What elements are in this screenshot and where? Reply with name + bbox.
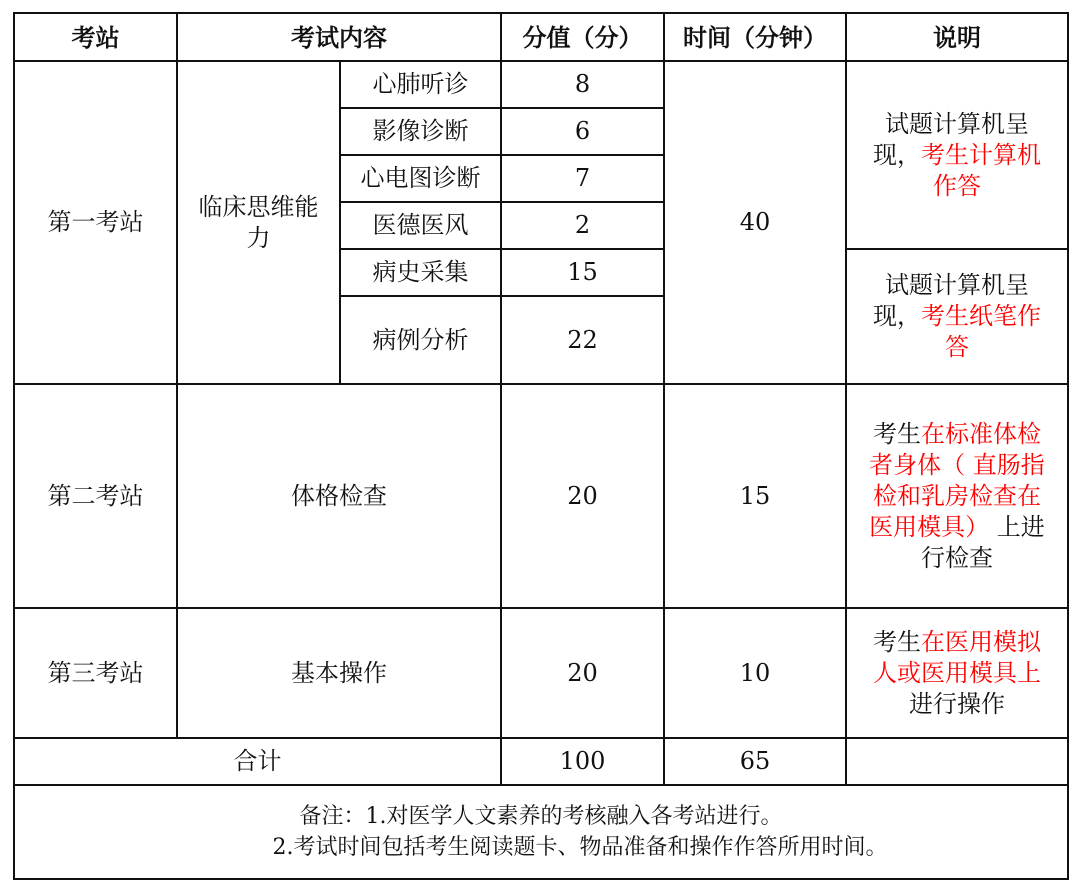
station2-name: 第二考站 bbox=[14, 384, 177, 608]
total-row bbox=[14, 738, 1068, 785]
remark-line-2: 2.考试时间包括考生阅读题卡、物品准备和操作作答所用时间。 bbox=[272, 835, 888, 860]
station1-item-score: 2 bbox=[501, 202, 664, 249]
station3-name: 第三考站 bbox=[14, 608, 177, 738]
total-score: 100 bbox=[501, 738, 664, 785]
station1-item-name: 心电图诊断 bbox=[340, 155, 501, 202]
station3-score: 20 bbox=[501, 608, 664, 738]
table-row bbox=[14, 384, 1068, 608]
header-note: 说明 bbox=[846, 13, 1068, 61]
station1-category: 临床思维能 力 bbox=[177, 61, 340, 384]
table-row bbox=[14, 608, 1068, 738]
station3-content: 基本操作 bbox=[177, 608, 501, 738]
remarks bbox=[14, 785, 1068, 879]
table-row bbox=[14, 61, 1068, 108]
station2-content: 体格检查 bbox=[177, 384, 501, 608]
station2-note: 考生在标准体检 者身体（ 直肠指 检和乳房检查在 医用模具） 上进 行检查 bbox=[846, 384, 1068, 608]
station1-item-score: 7 bbox=[501, 155, 664, 202]
station1-item-score: 15 bbox=[501, 249, 664, 296]
station1-item-name: 病史采集 bbox=[340, 249, 501, 296]
total-note bbox=[846, 738, 1068, 785]
header-content: 考试内容 bbox=[177, 13, 501, 61]
station3-note: 考生在医用模拟 人或医用模具上 进行操作 bbox=[846, 608, 1068, 738]
station1-item-name: 医德医风 bbox=[340, 202, 501, 249]
station2-score: 20 bbox=[501, 384, 664, 608]
header-score: 分值（分） bbox=[501, 13, 664, 61]
header-time: 时间（分钟） bbox=[664, 13, 846, 61]
station2-time: 15 bbox=[664, 384, 846, 608]
exam-schedule-table bbox=[13, 12, 1069, 880]
station1-name: 第一考站 bbox=[14, 61, 177, 384]
station1-item-name: 影像诊断 bbox=[340, 108, 501, 155]
station1-note-paper: 试题计算机呈 现，考生纸笔作 答 bbox=[846, 249, 1068, 384]
header-row bbox=[14, 13, 1068, 61]
station1-item-score: 22 bbox=[501, 296, 664, 384]
remark-line-1: 备注：1.对医学人文素养的考核融入各考站进行。 bbox=[299, 804, 783, 829]
total-label: 合计 bbox=[14, 738, 501, 785]
station1-time: 40 bbox=[664, 61, 846, 384]
station1-item-name: 心肺听诊 bbox=[340, 61, 501, 108]
station1-item-score: 6 bbox=[501, 108, 664, 155]
station1-item-name: 病例分析 bbox=[340, 296, 501, 384]
remarks-row bbox=[14, 785, 1068, 879]
header-station: 考站 bbox=[14, 13, 177, 61]
total-time: 65 bbox=[664, 738, 846, 785]
station3-time: 10 bbox=[664, 608, 846, 738]
station1-item-score: 8 bbox=[501, 61, 664, 108]
station1-note-computer: 试题计算机呈 现，考生计算机 作答 bbox=[846, 61, 1068, 249]
